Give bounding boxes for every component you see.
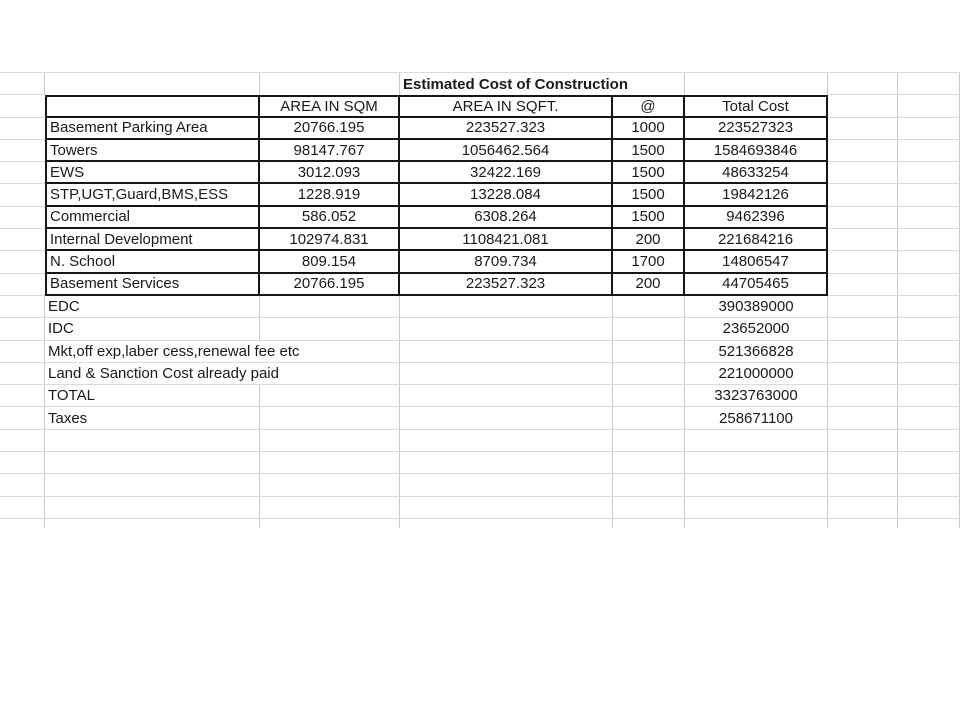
cell[interactable] xyxy=(685,73,828,95)
row-label[interactable]: IDC xyxy=(45,318,260,340)
spreadsheet-grid xyxy=(0,72,960,528)
cell[interactable] xyxy=(0,407,45,429)
cell-value[interactable]: 390389000 xyxy=(685,296,828,318)
table-row xyxy=(0,229,960,251)
cell[interactable] xyxy=(898,318,960,340)
summary-row xyxy=(0,296,960,318)
cell[interactable] xyxy=(898,95,960,117)
cell[interactable] xyxy=(260,452,400,474)
cell-value[interactable]: 258671100 xyxy=(685,407,828,429)
cell[interactable] xyxy=(0,251,45,273)
cell[interactable] xyxy=(828,207,898,229)
cell[interactable] xyxy=(260,497,400,519)
cell[interactable] xyxy=(613,519,685,528)
cell-value[interactable]: 221684216 xyxy=(685,229,828,251)
header-area-in-sqft[interactable]: AREA IN SQFT. xyxy=(400,95,613,117)
cell[interactable] xyxy=(0,341,45,363)
cell-value[interactable]: 19842126 xyxy=(685,184,828,206)
cell[interactable] xyxy=(400,363,613,385)
cell[interactable] xyxy=(0,207,45,229)
cell[interactable] xyxy=(0,452,45,474)
cell[interactable] xyxy=(828,430,898,452)
table-row xyxy=(0,184,960,206)
cell[interactable] xyxy=(828,296,898,318)
cell[interactable] xyxy=(898,229,960,251)
cell-value[interactable]: 20766.195 xyxy=(260,118,400,140)
row-label[interactable]: Taxes xyxy=(45,407,260,429)
cell[interactable] xyxy=(0,318,45,340)
header-total-cost[interactable]: Total Cost xyxy=(685,95,828,117)
cell[interactable] xyxy=(898,296,960,318)
row-label[interactable]: STP,UGT,Guard,BMS,ESS xyxy=(45,184,260,206)
cell-value[interactable]: 1108421.081 xyxy=(400,229,613,251)
cell-value[interactable]: 3323763000 xyxy=(685,385,828,407)
table-row xyxy=(0,140,960,162)
row-label[interactable]: Basement Parking Area xyxy=(45,118,260,140)
cell-value[interactable]: 586.052 xyxy=(260,207,400,229)
cell[interactable] xyxy=(0,474,45,496)
cell-value[interactable]: 13228.084 xyxy=(400,184,613,206)
cell[interactable] xyxy=(613,430,685,452)
cell[interactable] xyxy=(0,519,45,528)
cell[interactable] xyxy=(898,162,960,184)
cell[interactable] xyxy=(400,296,613,318)
cell[interactable] xyxy=(613,497,685,519)
cell[interactable] xyxy=(898,519,960,528)
cell[interactable] xyxy=(0,184,45,206)
summary-row xyxy=(0,363,960,385)
cell[interactable] xyxy=(613,452,685,474)
table-row xyxy=(0,251,960,273)
cell[interactable] xyxy=(0,95,45,117)
cell[interactable] xyxy=(613,363,685,385)
cell[interactable] xyxy=(613,341,685,363)
cell[interactable] xyxy=(260,430,400,452)
cell-value[interactable]: 1228.919 xyxy=(260,184,400,206)
cell[interactable] xyxy=(685,474,828,496)
cell-value[interactable]: 1500 xyxy=(613,162,685,184)
cell[interactable] xyxy=(400,497,613,519)
cell[interactable] xyxy=(400,519,613,528)
summary-row xyxy=(0,407,960,429)
cell[interactable] xyxy=(0,296,45,318)
cell[interactable] xyxy=(898,385,960,407)
cell-value[interactable]: 809.154 xyxy=(260,251,400,273)
cell-value[interactable]: 1000 xyxy=(613,118,685,140)
cell[interactable] xyxy=(45,474,260,496)
summary-row xyxy=(0,318,960,340)
empty-row xyxy=(0,452,960,474)
cell[interactable] xyxy=(45,497,260,519)
header-blank[interactable] xyxy=(45,95,260,117)
cell-value[interactable]: 102974.831 xyxy=(260,229,400,251)
cell[interactable] xyxy=(828,229,898,251)
cell[interactable] xyxy=(613,407,685,429)
cell-value[interactable]: 9462396 xyxy=(685,207,828,229)
cell[interactable] xyxy=(898,407,960,429)
cell-value[interactable]: 223527323 xyxy=(685,118,828,140)
cell[interactable] xyxy=(898,363,960,385)
row-label[interactable]: EWS xyxy=(45,162,260,184)
row-label[interactable]: Mkt,off exp,laber cess,renewal fee etc xyxy=(45,341,260,363)
cell[interactable] xyxy=(260,296,400,318)
row-label[interactable]: Internal Development xyxy=(45,229,260,251)
cell-value[interactable]: 1584693846 xyxy=(685,140,828,162)
row-label[interactable]: Commercial xyxy=(45,207,260,229)
cell[interactable] xyxy=(828,452,898,474)
row-label[interactable]: TOTAL xyxy=(45,385,260,407)
cell-value[interactable]: 32422.169 xyxy=(400,162,613,184)
cell[interactable] xyxy=(898,452,960,474)
cell[interactable] xyxy=(0,140,45,162)
cell[interactable] xyxy=(685,452,828,474)
cell[interactable] xyxy=(260,407,400,429)
cell-value[interactable]: 20766.195 xyxy=(260,274,400,296)
table-row xyxy=(0,162,960,184)
cell[interactable] xyxy=(898,341,960,363)
cell[interactable] xyxy=(400,452,613,474)
cell-value[interactable]: 1056462.564 xyxy=(400,140,613,162)
table-row xyxy=(0,118,960,140)
cell[interactable] xyxy=(400,341,613,363)
cell[interactable] xyxy=(260,385,400,407)
row-label[interactable]: EDC xyxy=(45,296,260,318)
cell[interactable] xyxy=(0,430,45,452)
empty-row xyxy=(0,474,960,496)
cell[interactable] xyxy=(0,385,45,407)
cell[interactable] xyxy=(828,497,898,519)
cell[interactable] xyxy=(898,430,960,452)
cell[interactable] xyxy=(685,430,828,452)
cell[interactable] xyxy=(828,95,898,117)
cell[interactable] xyxy=(828,519,898,528)
cell-value[interactable]: 521366828 xyxy=(685,341,828,363)
cell[interactable] xyxy=(898,251,960,273)
cell-value[interactable]: 3012.093 xyxy=(260,162,400,184)
cell-value[interactable]: 44705465 xyxy=(685,274,828,296)
cell[interactable] xyxy=(0,497,45,519)
cell[interactable] xyxy=(828,318,898,340)
cell[interactable] xyxy=(613,318,685,340)
cell[interactable] xyxy=(828,407,898,429)
cell[interactable] xyxy=(828,385,898,407)
row-label[interactable]: Basement Services xyxy=(45,274,260,296)
header-row xyxy=(0,95,960,117)
cell[interactable] xyxy=(45,73,260,95)
cell-value[interactable]: 1500 xyxy=(613,140,685,162)
cell[interactable] xyxy=(260,519,400,528)
cell-value[interactable]: 223527.323 xyxy=(400,118,613,140)
cell[interactable] xyxy=(0,162,45,184)
cell-value[interactable]: 8709.734 xyxy=(400,251,613,273)
cell[interactable] xyxy=(828,474,898,496)
cell[interactable] xyxy=(898,140,960,162)
cell[interactable] xyxy=(613,296,685,318)
cell[interactable] xyxy=(898,118,960,140)
row-label[interactable]: Towers xyxy=(45,140,260,162)
cell[interactable] xyxy=(0,363,45,385)
cell[interactable] xyxy=(898,497,960,519)
cell[interactable] xyxy=(613,474,685,496)
cell[interactable] xyxy=(260,318,400,340)
cell[interactable] xyxy=(898,474,960,496)
cell[interactable] xyxy=(0,73,45,95)
cell-value[interactable]: 14806547 xyxy=(685,251,828,273)
title-row xyxy=(0,73,960,95)
cell[interactable] xyxy=(400,407,613,429)
cell[interactable] xyxy=(898,274,960,296)
table-row xyxy=(0,207,960,229)
cell[interactable] xyxy=(400,430,613,452)
cell[interactable] xyxy=(260,73,400,95)
cell-value[interactable]: 221000000 xyxy=(685,363,828,385)
cell[interactable] xyxy=(828,118,898,140)
cell-value[interactable]: 1700 xyxy=(613,251,685,273)
cell-value[interactable]: 48633254 xyxy=(685,162,828,184)
cell[interactable] xyxy=(828,162,898,184)
cell[interactable] xyxy=(45,519,260,528)
cell[interactable] xyxy=(828,73,898,95)
cell[interactable] xyxy=(400,474,613,496)
cell[interactable] xyxy=(45,430,260,452)
cell-value[interactable]: 200 xyxy=(613,229,685,251)
header-at-rate[interactable]: @ xyxy=(613,95,685,117)
cell-value[interactable]: 23652000 xyxy=(685,318,828,340)
summary-row xyxy=(0,341,960,363)
cell[interactable] xyxy=(685,519,828,528)
header-area-in-sqm[interactable]: AREA IN SQM xyxy=(260,95,400,117)
cell-value[interactable]: 6308.264 xyxy=(400,207,613,229)
cell[interactable] xyxy=(828,363,898,385)
row-label[interactable]: N. School xyxy=(45,251,260,273)
cell-value[interactable]: 223527.323 xyxy=(400,274,613,296)
cell[interactable] xyxy=(828,341,898,363)
row-label[interactable]: Land & Sanction Cost already paid xyxy=(45,363,260,385)
cell[interactable] xyxy=(685,497,828,519)
cell-value[interactable]: 1500 xyxy=(613,184,685,206)
empty-row xyxy=(0,497,960,519)
cell[interactable] xyxy=(828,251,898,273)
cell-value[interactable]: 1500 xyxy=(613,207,685,229)
empty-row xyxy=(0,430,960,452)
cell[interactable] xyxy=(400,385,613,407)
cell[interactable] xyxy=(0,118,45,140)
cell[interactable] xyxy=(898,207,960,229)
cell[interactable] xyxy=(828,140,898,162)
cell[interactable] xyxy=(0,274,45,296)
cell[interactable] xyxy=(613,385,685,407)
empty-row xyxy=(0,519,960,528)
summary-row xyxy=(0,385,960,407)
table-row xyxy=(0,274,960,296)
cell[interactable] xyxy=(898,73,960,95)
cell[interactable] xyxy=(400,318,613,340)
cell[interactable] xyxy=(45,452,260,474)
cell[interactable] xyxy=(260,363,400,385)
sheet-title[interactable]: Estimated Cost of Construction xyxy=(403,75,629,93)
cell[interactable] xyxy=(898,184,960,206)
cell[interactable] xyxy=(828,184,898,206)
cell-value[interactable]: 98147.767 xyxy=(260,140,400,162)
cell[interactable] xyxy=(828,274,898,296)
cell-value[interactable]: 200 xyxy=(613,274,685,296)
cell[interactable] xyxy=(260,474,400,496)
cell[interactable] xyxy=(0,229,45,251)
